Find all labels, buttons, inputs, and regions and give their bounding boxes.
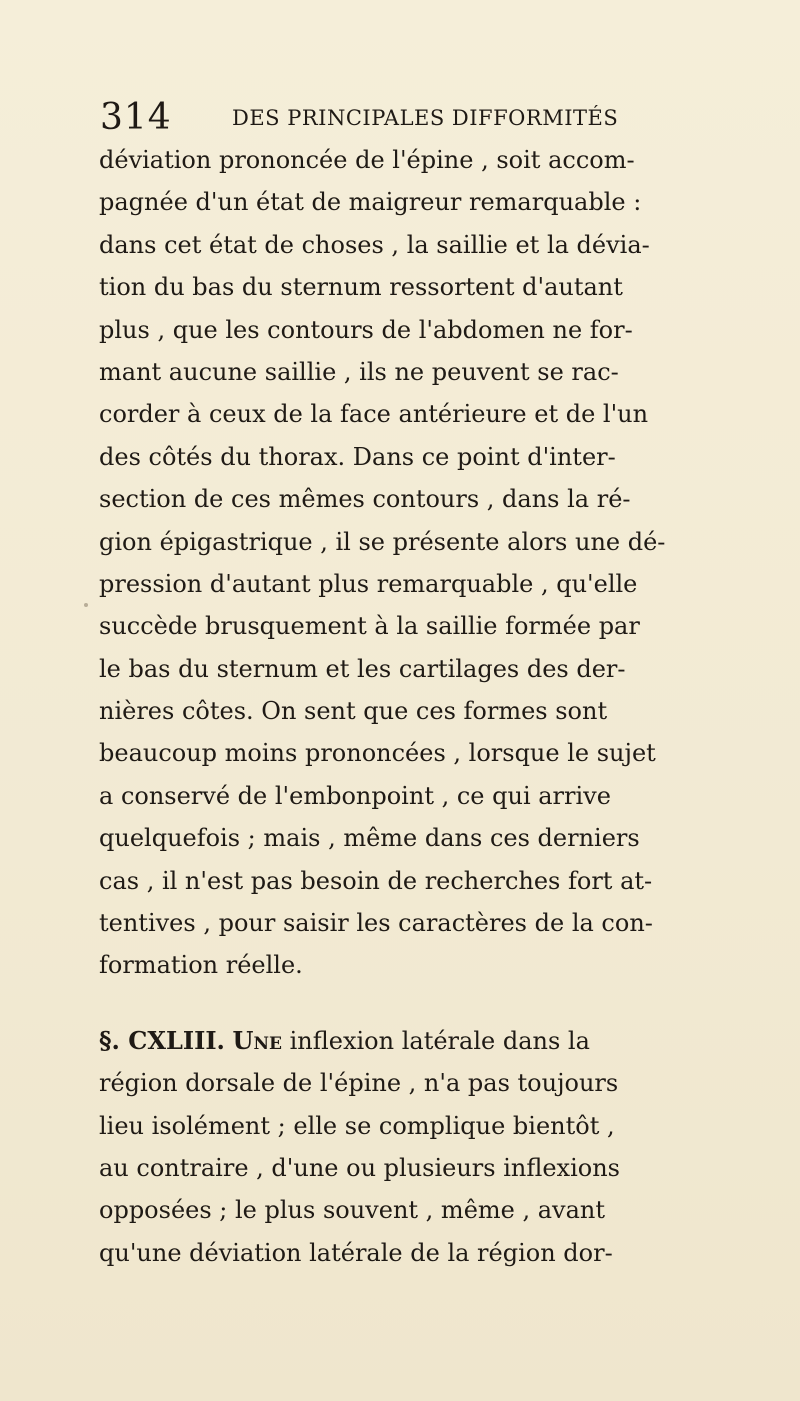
text-line: cas , il n'est pas besoin de recherches fort at- [99, 866, 653, 895]
paragraph-1 [99, 139, 739, 987]
text-line: mant aucune saillie , ils ne peuvent se rac- [99, 357, 619, 386]
text-line: opposées ; le plus souvent , même , avant [99, 1196, 606, 1225]
text-line: région dorsale de l'épine , n'a pas toujours [99, 1069, 619, 1098]
text-line: pagnée d'un état de maigreur remarquable : [99, 188, 642, 217]
margin-dot [84, 603, 88, 607]
text-line: tion du bas du sternum ressortent d'autant [99, 273, 623, 302]
section-heading-line [99, 1020, 739, 1062]
text-line: section de ces mêmes contours , dans la ré- [99, 485, 631, 514]
text-line: des côtés du thorax. Dans ce point d'inter- [99, 442, 616, 471]
text-line: qu'une déviation latérale de la région dor- [99, 1238, 613, 1267]
running-head [100, 96, 740, 140]
section-first-line-rest: inflexion latérale dans la [289, 1026, 590, 1055]
text-line: quelquefois ; mais , même dans ces derniers [99, 824, 640, 853]
text-line: a conservé de l'embonpoint , ce qui arrive [99, 781, 611, 810]
running-title: DES PRINCIPALES DIFFORMITÉS [232, 106, 619, 130]
page-number: 314 [100, 97, 172, 138]
section-number: §. CXLIII. [99, 1025, 225, 1055]
text-line: lieu isolément ; elle se complique bientôt , [99, 1111, 615, 1140]
text-line: déviation prononcée de l'épine , soit accom- [99, 146, 635, 174]
section-first-word: Une [232, 1025, 282, 1055]
text-line: corder à ceux de la face antérieure et de l'un [99, 400, 649, 429]
text-line: pression d'autant plus remarquable , qu'elle [99, 569, 638, 598]
text-line: succède brusquement à la saillie formée par [99, 612, 640, 641]
text-line: gion épigastrique , il se présente alors une dé- [99, 527, 666, 556]
text-line: au contraire , d'une ou plusieurs inflexions [99, 1153, 620, 1182]
paragraph-gap [99, 987, 739, 1020]
text-line: plus , que les contours de l'abdomen ne for- [99, 315, 633, 344]
text-line: nières côtes. On sent que ces formes sont [99, 697, 608, 726]
body-text [99, 139, 739, 1274]
text-line: le bas du sternum et les cartilages des der- [99, 654, 626, 683]
text-line: tentives , pour saisir les caractères de la con- [99, 909, 653, 938]
text-line: dans cet état de choses , la saillie et la dévia- [99, 230, 650, 259]
text-line: formation réelle. [99, 951, 303, 980]
text-line: beaucoup moins prononcées , lorsque le sujet [99, 739, 656, 768]
paragraph-2 [99, 1020, 739, 1274]
